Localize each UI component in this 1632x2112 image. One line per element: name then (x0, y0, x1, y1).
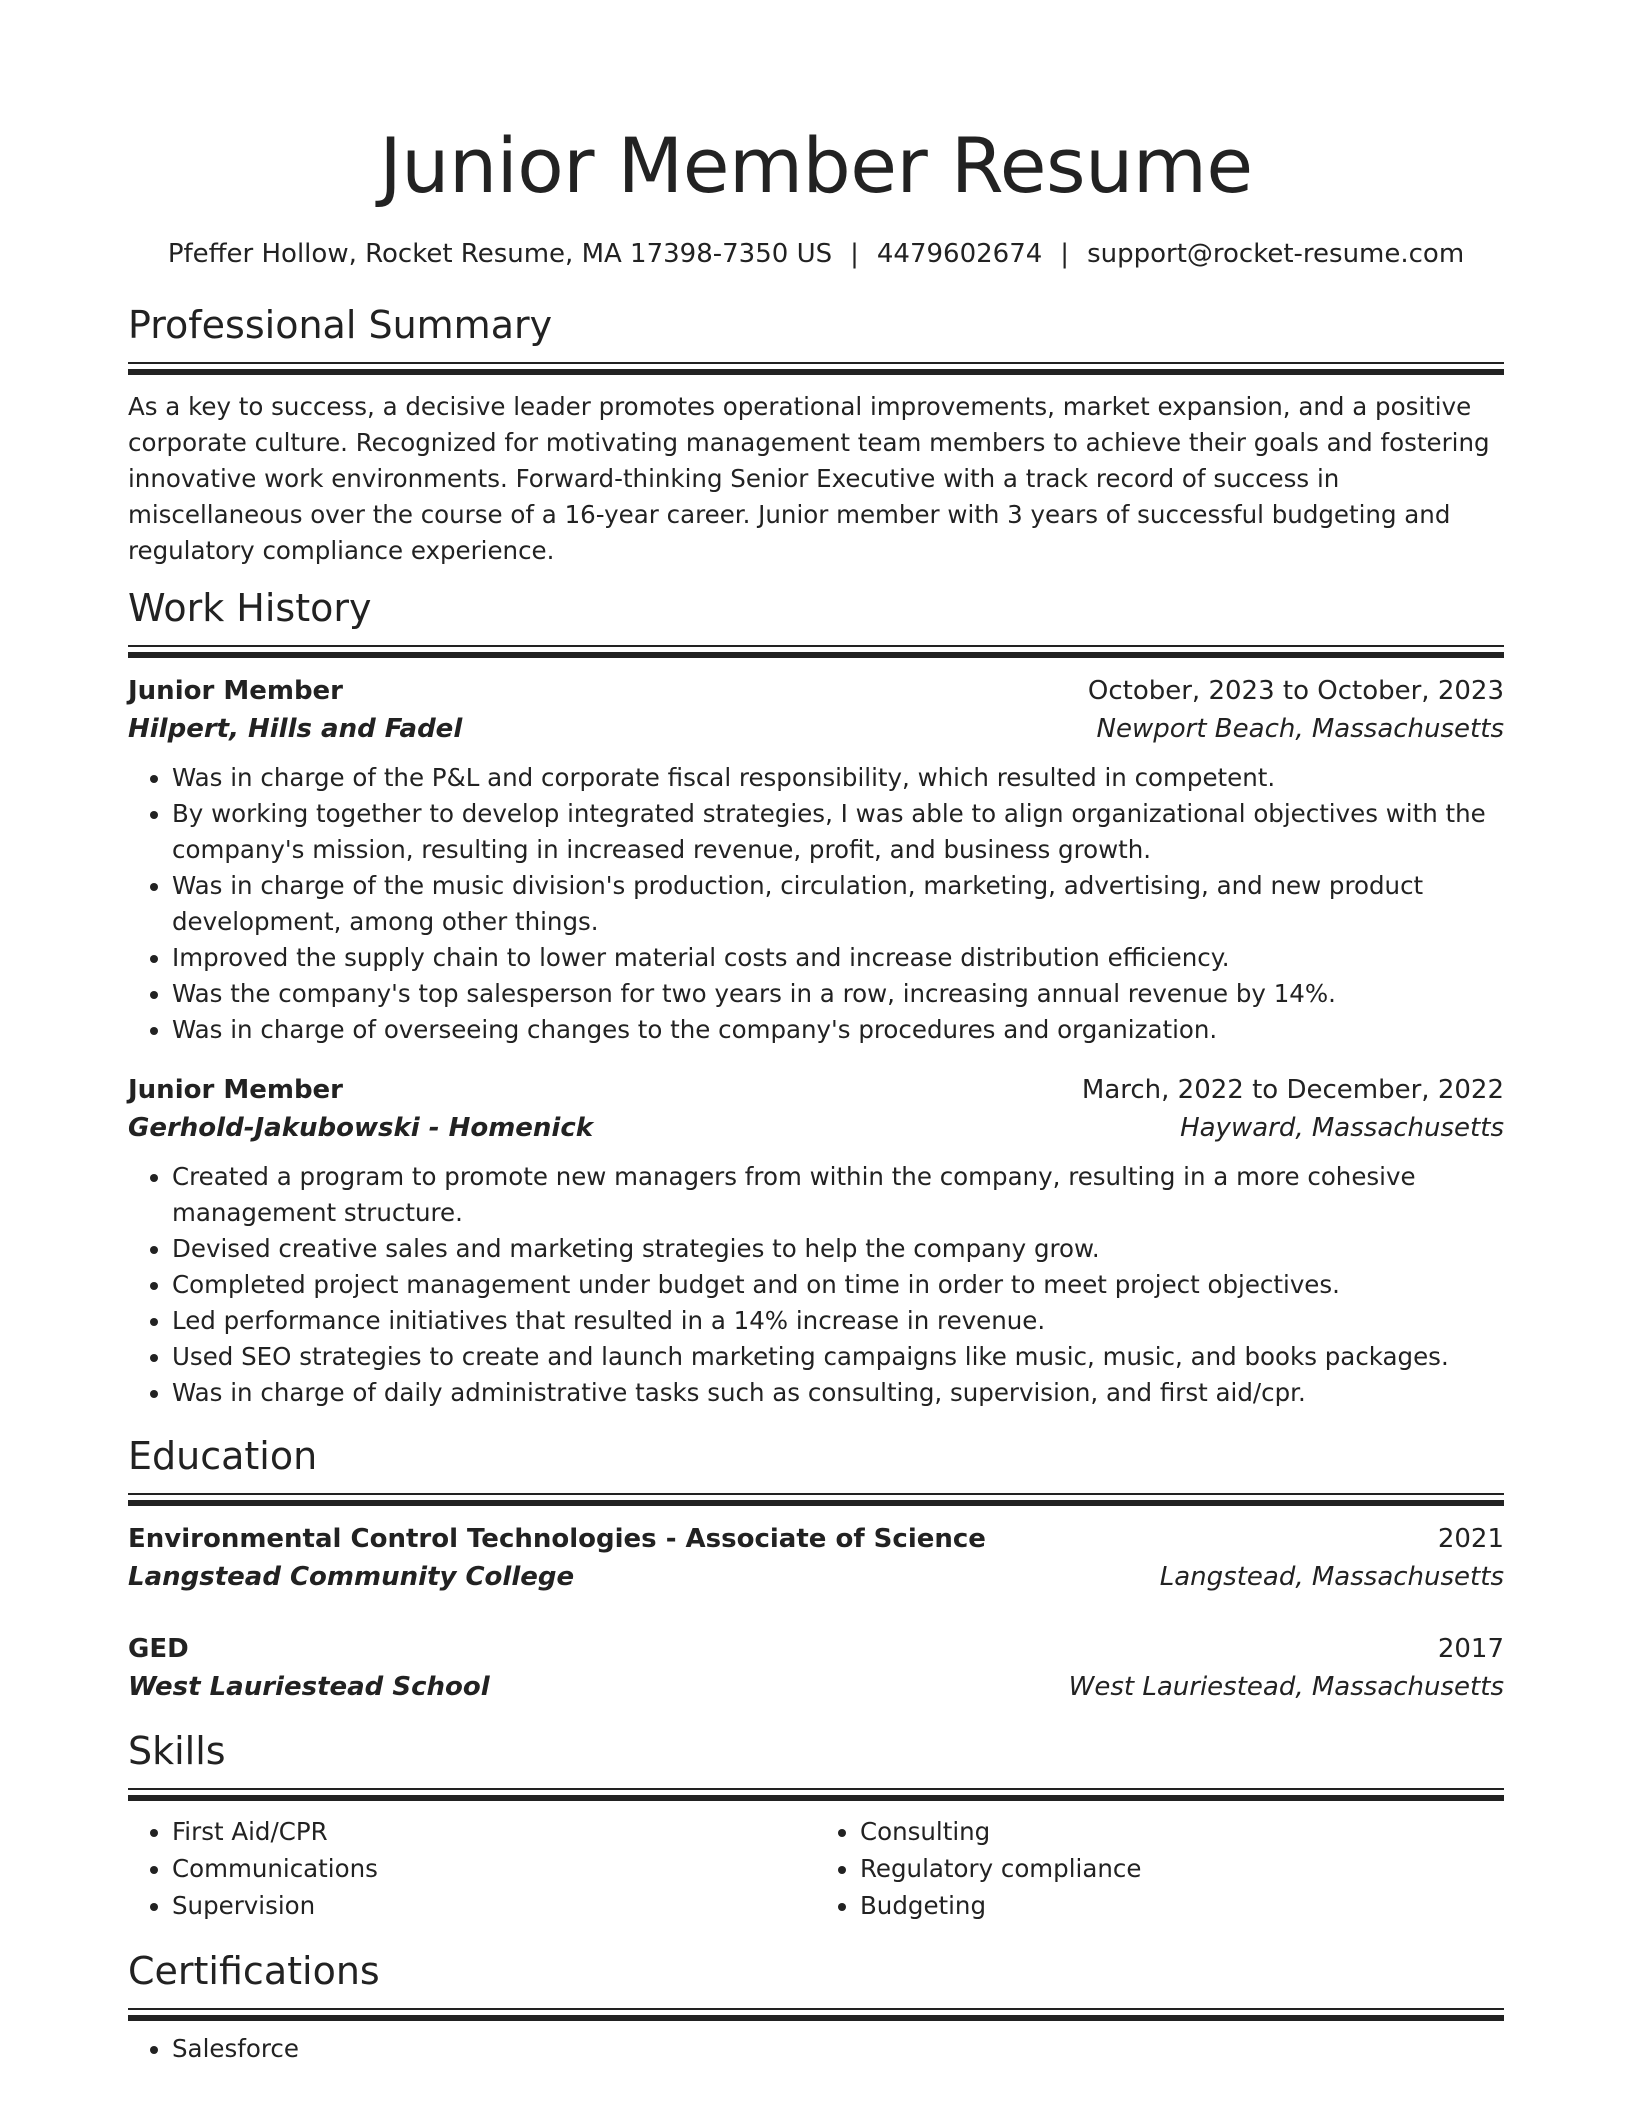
list-item: • Devised creative sales and marketing strategies to help the company grow. (172, 1231, 1504, 1267)
education-year: 2017 (1437, 1634, 1504, 1664)
list-item: • Improved the supply chain to lower material costs and increase distribution efficiency. (172, 940, 1504, 976)
education-location: Langstead, Massachusetts (1159, 1562, 1504, 1592)
list-item: • Created a program to promote new managers from within the company, resulting in a more cohesive management structure. (172, 1159, 1504, 1231)
list-item: • Was in charge of the music division's production, circulation, marketing, advertising, and new product development, among other things. (172, 868, 1504, 940)
section-divider (128, 2008, 1504, 2021)
list-item: • Supervision (172, 1887, 816, 1924)
section-divider (128, 1493, 1504, 1506)
job-entry (128, 1071, 1504, 1411)
job-title: Junior Member (128, 1075, 344, 1105)
job-location: Newport Beach, Massachusetts (1096, 714, 1504, 744)
education-entry (128, 1630, 1504, 1706)
skills-list-left (128, 1813, 816, 1924)
job-title: Junior Member (128, 676, 344, 706)
section-title-certifications: Certifications (128, 1949, 380, 1993)
section-title-skills: Skills (128, 1729, 226, 1773)
job-dates: March, 2022 to December, 2022 (1081, 1075, 1504, 1105)
education-header-row (128, 1630, 1504, 1668)
job-header-row (128, 1071, 1504, 1109)
education-school: Langstead Community College (128, 1562, 575, 1592)
education-section (128, 1431, 1504, 1706)
job-header-row (128, 672, 1504, 710)
section-divider (128, 645, 1504, 658)
education-header-row (128, 1520, 1504, 1558)
summary-section (128, 300, 1504, 569)
list-item: • Was in charge of overseeing changes to the company's procedures and organization. (172, 1012, 1504, 1048)
job-bullets (128, 760, 1504, 1048)
list-item: • First Aid/CPR (172, 1813, 816, 1850)
contact-separator: | (1060, 239, 1070, 269)
education-degree: Environmental Control Technologies - Associate of Science (128, 1524, 986, 1554)
education-entry (128, 1520, 1504, 1596)
section-title-education: Education (128, 1434, 318, 1478)
resume-title: Junior Member Resume (379, 121, 1253, 210)
education-degree: GED (128, 1634, 189, 1664)
contact-phone: 4479602674 (876, 239, 1043, 269)
education-school-row (128, 1668, 1504, 1706)
list-item: • Completed project management under budget and on time in order to meet project objectives. (172, 1267, 1504, 1303)
work-section (128, 583, 1504, 1411)
contact-separator: | (850, 239, 859, 269)
job-company: Gerhold-Jakubowski - Homenick (128, 1113, 594, 1143)
education-location: West Lauriestead, Massachusetts (1068, 1672, 1504, 1702)
section-title-summary: Professional Summary (128, 303, 553, 347)
job-bullets (128, 1159, 1504, 1411)
list-item: • Used SEO strategies to create and launch marketing campaigns like music, music, and books packages. (172, 1339, 1504, 1375)
education-school-row (128, 1558, 1504, 1596)
list-item: • Led performance initiatives that resulted in a 14% increase in revenue. (172, 1303, 1504, 1339)
list-item: • Budgeting (860, 1887, 1504, 1924)
section-title-work: Work History (128, 586, 372, 630)
skills-section (128, 1726, 1504, 1924)
section-divider (128, 362, 1504, 375)
job-entry (128, 672, 1504, 1048)
job-dates: October, 2023 to October, 2023 (1087, 676, 1504, 706)
job-company-row (128, 1109, 1504, 1147)
section-divider (128, 1788, 1504, 1801)
job-location: Hayward, Massachusetts (1180, 1113, 1504, 1143)
education-school: West Lauriestead School (128, 1672, 490, 1702)
summary-text: As a key to success, a decisive leader promotes operational improvements, market expansion, and a positive corporate culture. Recognized for motivating management team members to achieve their goals and fostering innovative work environments. Forward-thinking Senior Executive with a track record of success in miscellaneous over the course of a 16-year career. Junior member with 3 years of successful budgeting and regulatory compliance experience. (128, 392, 1490, 565)
list-item: • By working together to develop integrated strategies, I was able to align organizational objectives with the company's mission, resulting in increased revenue, profit, and business growth. (172, 796, 1504, 868)
skills-grid (128, 1813, 1504, 1924)
list-item: • Communications (172, 1850, 816, 1887)
certifications-section (128, 1946, 1504, 2067)
list-item: • Was the company's top salesperson for two years in a row, increasing annual revenue by 14%. (172, 976, 1504, 1012)
contact-line (128, 236, 1504, 272)
education-year: 2021 (1437, 1524, 1504, 1554)
list-item: • Regulatory compliance (860, 1850, 1504, 1887)
skills-list-right (816, 1813, 1504, 1924)
job-company-row (128, 710, 1504, 748)
contact-email: support@rocket-resume.com (1087, 239, 1465, 269)
list-item: • Consulting (860, 1813, 1504, 1850)
certifications-list (128, 2031, 1504, 2067)
list-item: • Was in charge of daily administrative tasks such as consulting, supervision, and first aid/cpr. (172, 1375, 1504, 1411)
job-company: Hilpert, Hills and Fadel (128, 714, 463, 744)
list-item: • Salesforce (172, 2031, 1504, 2067)
list-item: • Was in charge of the P&L and corporate fiscal responsibility, which resulted in competent. (172, 760, 1504, 796)
contact-address: Pfeffer Hollow, Rocket Resume, MA 17398-7350 US (167, 239, 833, 269)
